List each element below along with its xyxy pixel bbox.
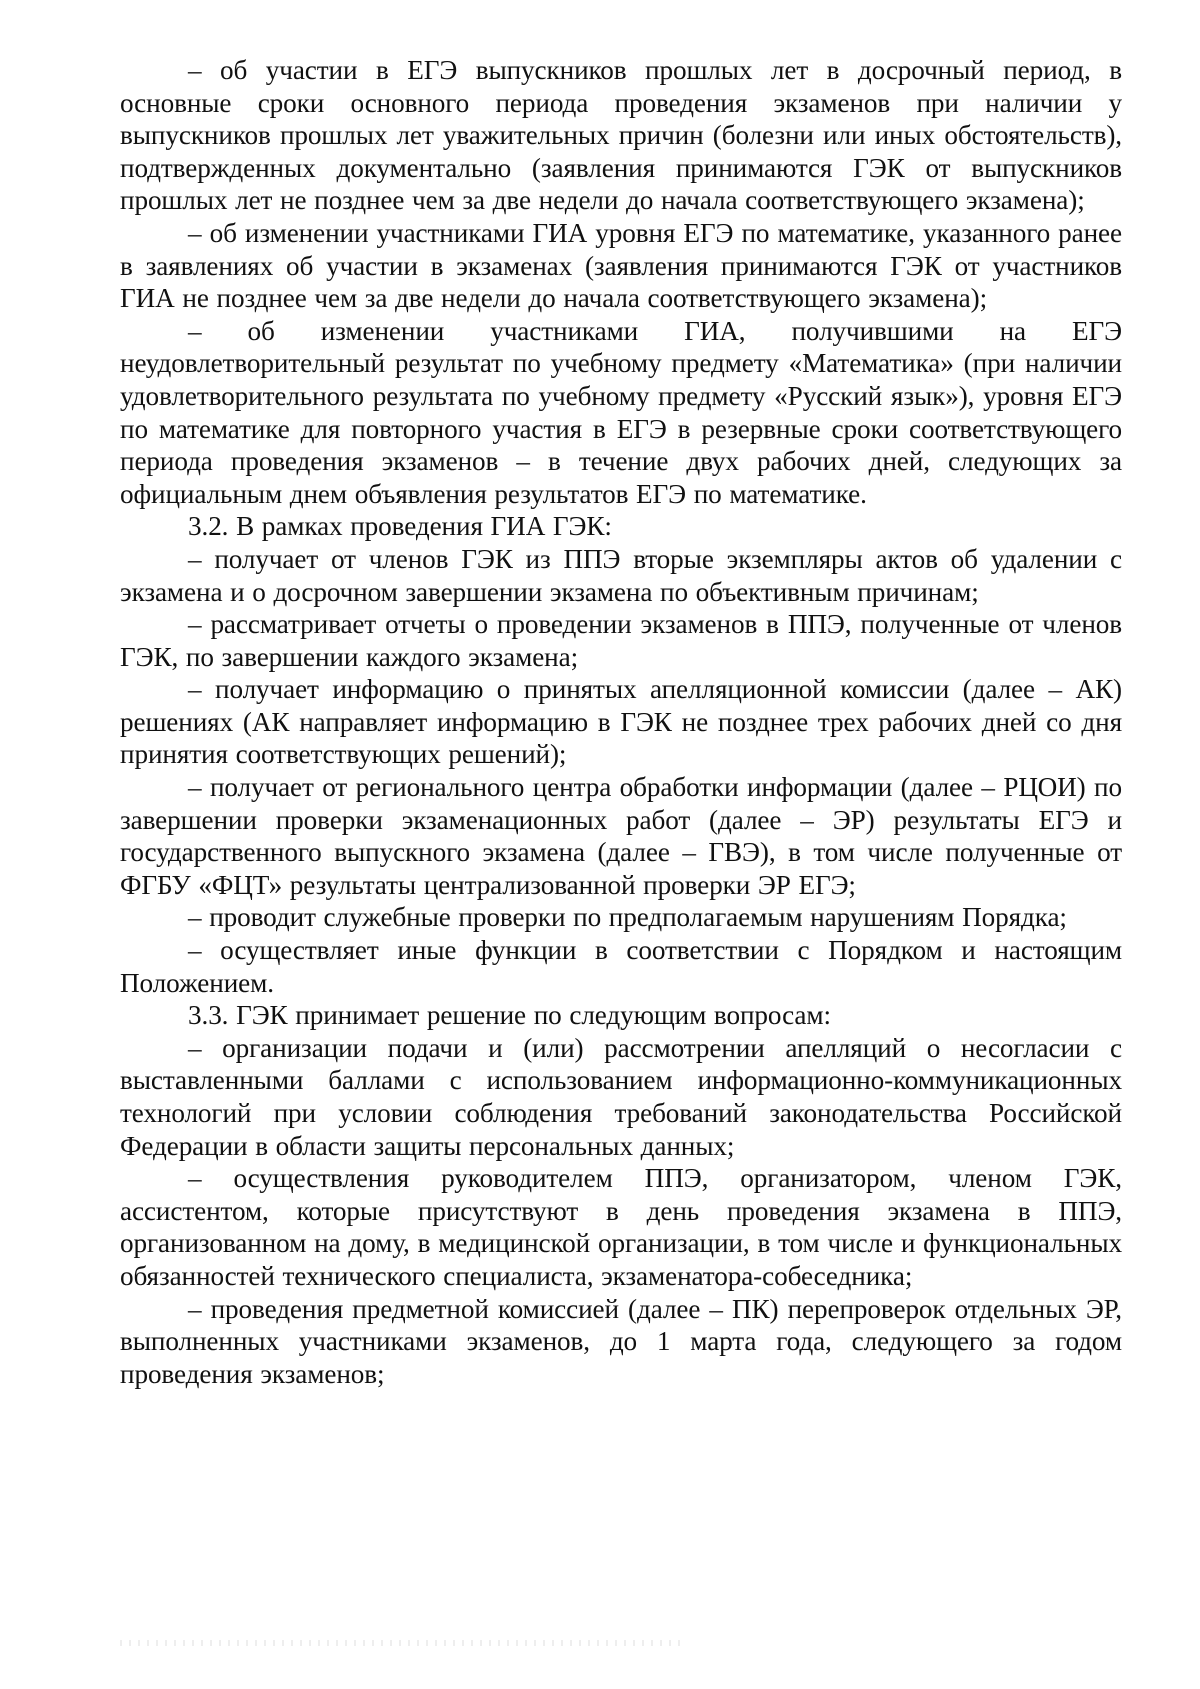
section-heading-3-3: 3.3. ГЭК принимает решение по следующим вопросам: (188, 1000, 831, 1031)
paragraph-math-level-change: – об изменении участниками ГИА уровня ЕГЭ по математике, указанного ранее в заявлениях об участии в экзаменах (заявления принимаются ГЭК от участников ГИА не позднее чем за две недели до начала соответствующего экзамена); (120, 217, 1122, 314)
section-heading-3-2: 3.2. В рамках проведения ГИА ГЭК: (188, 511, 612, 542)
paragraph-math-retake-level-change: – об изменении участниками ГИА, получившими на ЕГЭ неудовлетворительный результат по учебному предмету «Математика» (при наличии удовлетворительного результата по учебному предмету «Русский язык»), уровня ЕГЭ по математике для повторного участия в ЕГЭ в резервные сроки соответствующего периода проведения экзаменов – в течение двух рабочих дней, следующих за официальным днем объявления результатов ЕГЭ по математике. (120, 315, 1122, 509)
scan-speckle (120, 1640, 680, 1646)
paragraph-other-functions: – осуществляет иные функции в соответствии с Порядком и настоящим Положением. (120, 935, 1122, 998)
paragraph-rcoi-results: – получает от регионального центра обработки информации (далее – РЦОИ) по завершении проверки экзаменационных работ (далее – ЭР) результаты ЕГЭ и государственного выпускного экзамена (далее – ГВЭ), в том числе полученные от ФГБУ «ФЦТ» результаты централизованной проверки ЭР ЕГЭ; (120, 772, 1122, 900)
paragraph-home-exam-duties: – осуществления руководителем ППЭ, организатором, членом ГЭК, ассистентом, которые присутствуют в день проведения экзамена в ППЭ, организованном на дому, в медицинской организации, в том числе и функциональных обязанностей технического специалиста, экзаменатора-собеседника; (120, 1163, 1122, 1291)
paragraph-removal-acts: – получает от членов ГЭК из ППЭ вторые экземпляры актов об удалении с экзамена и о досрочном завершении экзамена по объективным причинам; (120, 543, 1122, 607)
paragraph-appeal-decisions: – получает информацию о принятых апелляционной комиссии (далее – АК) решениях (АК направляет информацию в ГЭК не позднее трех рабочих дней со дня принятия соответствующих решений); (120, 674, 1122, 770)
paragraph-ict-appeals: – организации подачи и (или) рассмотрении апелляций о несогласии с выставленными баллами с использованием информационно-коммуникационных технологий при условии соблюдения требований законодательства Российской Федерации в области защиты персональных данных; (120, 1032, 1122, 1161)
paragraph-early-period-participation: – об участии в ЕГЭ выпускников прошлых лет в досрочный период, в основные сроки основного периода проведения экзаменов при наличии у выпускников прошлых лет уважительных причин (болезни или иных обстоятельств), подтвержденных документально (заявления принимаются ГЭК от выпускников прошлых лет не позднее чем за две недели до начала соответствующего экзамена); (120, 55, 1122, 216)
paragraph-exam-reports: – рассматривает отчеты о проведении экзаменов в ППЭ, полученные от членов ГЭК, по завершении каждого экзамена; (120, 609, 1122, 672)
paragraph-recheck-by-pk: – проведения предметной комиссией (далее – ПК) перепроверок отдельных ЭР, выполненных участниками экзаменов, до 1 марта года, следующего за годом проведения экзаменов; (120, 1293, 1122, 1389)
paragraph-official-checks: – проводит служебные проверки по предполагаемым нарушениям Порядка; (188, 902, 1067, 933)
